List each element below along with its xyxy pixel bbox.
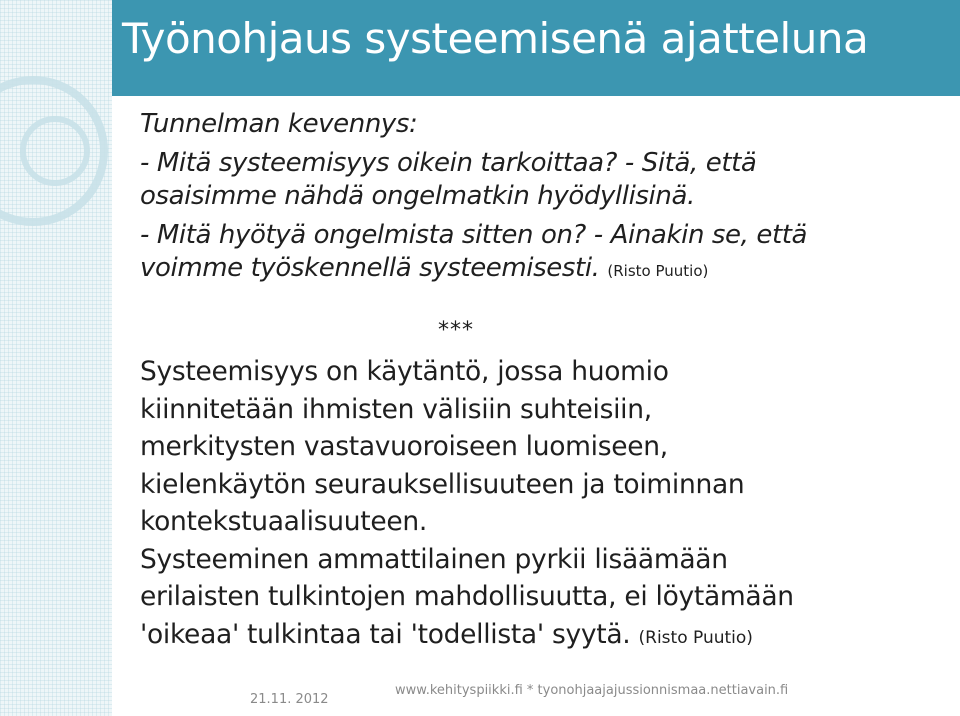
intro-heading: Tunnelman kevennys: bbox=[140, 109, 418, 139]
body-line: kielenkäytön seurauksellisuuteen ja toiminnan bbox=[140, 468, 745, 500]
footer-date: 21.11. 2012 bbox=[250, 692, 329, 707]
intro-line: - Mitä systeemisyys oikein tarkoittaa? - Sitä, että bbox=[140, 148, 757, 178]
intro-block bbox=[140, 108, 940, 288]
body-section bbox=[140, 353, 950, 657]
footer-website: www.kehityspiikki.fi * tyonohjaajajussionnismaa.nettiavain.fi bbox=[395, 683, 789, 698]
intro-line: - Mitä hyötyä ongelmista sitten on? - Ainakin se, että bbox=[140, 220, 808, 250]
intro-line: osaisimme nähdä ongelmatkin hyödyllisinä. bbox=[140, 181, 695, 211]
decorative-side-panel bbox=[0, 0, 112, 716]
intro-line-with-credit bbox=[140, 252, 940, 288]
intro-credit: (Risto Puutio) bbox=[607, 262, 709, 280]
body-line: erilaisten tulkintojen mahdollisuutta, ei löytämään bbox=[140, 581, 794, 612]
title-bar bbox=[112, 0, 960, 96]
body-credit: (Risto Puutio) bbox=[638, 627, 753, 648]
body-line: kontekstuaalisuuteen. bbox=[140, 506, 427, 537]
decorative-circle-small bbox=[20, 116, 90, 186]
body-line: Systeemisyys on käytäntö, jossa huomio bbox=[140, 356, 669, 387]
intro-section bbox=[140, 108, 940, 288]
body-line: kiinnitetään ihmisten välisiin suhteisiin, bbox=[140, 393, 652, 425]
body-line: merkitysten vastavuoroiseen luomiseen, bbox=[140, 431, 668, 462]
section-separator: *** bbox=[438, 318, 474, 343]
body-line-with-credit bbox=[140, 616, 950, 658]
body-line: 'oikeaa' tulkintaa tai 'todellista' syytä. bbox=[140, 618, 631, 650]
slide-title: Työnohjaus systeemisenä ajatteluna bbox=[122, 14, 869, 63]
intro-line: voimme työskennellä systeemisesti. bbox=[140, 253, 600, 283]
body-line: Systeeminen ammattilainen pyrkii lisäämään bbox=[140, 543, 728, 575]
